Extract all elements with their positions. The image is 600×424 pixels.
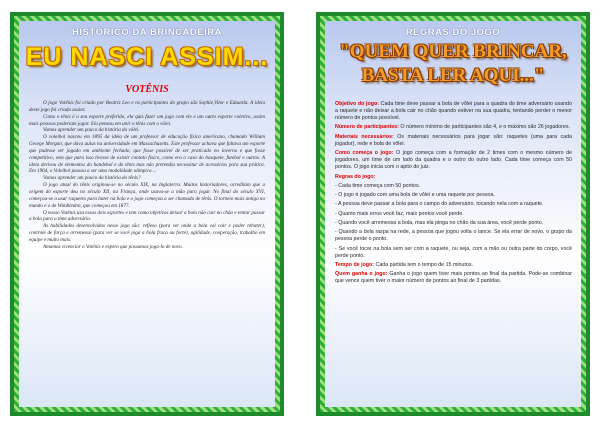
- rule-text: - Quando a bola raspa na rede, a pessoa que jogou volta o lance. Se ela errar de novo, o grupo da pessoa perde o ponto.: [335, 229, 572, 243]
- left-panel-content: [19, 21, 275, 407]
- rule-item: [335, 124, 572, 131]
- paragraph: Como o tênis é o seu esporte preferido, ela quis fazer um jogo com ele e um outro esporte coletivo, assim mais pessoas poderiam jogar. Ela pensou em unir o tênis com o vôlei.: [29, 113, 265, 127]
- rule-item: [335, 211, 572, 218]
- rule-label: Regras do jogo:: [335, 173, 376, 180]
- rule-label: Como começa o jogo:: [335, 150, 394, 157]
- rule-text: - O jogo é jogado com uma bola de vôlei e uma raquete por pessoa.: [335, 192, 495, 199]
- rule-item: [335, 174, 572, 181]
- right-title-line2: BASTA LER AQUI...": [361, 65, 545, 86]
- rule-label: Tempo de jogo:: [335, 262, 375, 269]
- rule-item: [335, 229, 572, 243]
- rule-text: - A pessoa deve passar a bola para o campo do adversário, tocando nela com a raquete.: [335, 201, 544, 208]
- left-title: EU NASCI ASSIM...: [25, 43, 269, 71]
- rule-label: Objetivo do jogo:: [335, 101, 379, 107]
- rule-item: [335, 246, 572, 260]
- rule-text: Ganha o jogo quem tiver mais pontos ao final da partida. Pode-se combinar que vence quem tiver o maior número de pontos ao final de 3 partidas.: [335, 271, 573, 285]
- paragraph: Amamos vivenciar o Votênis e espero que possamos jogá-lo de novo.: [43, 243, 184, 250]
- rule-item: [335, 271, 572, 285]
- right-panel-content: [325, 21, 581, 407]
- rule-item: [335, 101, 572, 122]
- rule-item: [335, 134, 572, 148]
- rule-item: [335, 220, 572, 227]
- history-text: [29, 100, 265, 251]
- right-header: REGRAS DO JOGO: [405, 27, 501, 38]
- rule-label: Número de participantes:: [335, 124, 399, 131]
- left-panel: [10, 12, 284, 416]
- rule-text: - Cada time começa com 50 pontos.: [335, 182, 421, 189]
- rule-text: - Quando você arremessa a bola, mas ela pinga no chão da sua área, você perde ponto.: [335, 220, 544, 226]
- right-title-line1: "QUEM QUER BRINCAR,: [339, 41, 567, 62]
- rule-text: Cada time deve passar a bola de vôlei para a quadra do time adversário usando a raquete e não deixar a bola cair no chão quando estiver na sua quadra, tentando perder o menor número de pontos possível.: [335, 101, 572, 122]
- paragraph: As habilidades desenvolvidas nesse jogo são: reflexo (para ver onde a bola vai cair e poder rebater), controle de força e arremesso (para ver se você joga a bola fraca ou forte), agilidade, cooperação, trabalho em equipe e muito mais.: [29, 223, 265, 243]
- paragraph: Vamos aprender um pouco da história do tênis?: [43, 175, 141, 182]
- rule-text: - Quanto mais erros você faz, mais pontos você perde.: [335, 210, 464, 217]
- rule-label: Materiais necessários:: [335, 133, 394, 140]
- right-panel: [316, 12, 590, 416]
- rule-item: [335, 183, 572, 190]
- rule-text: O número mínimo de participantes são 4, e o máximo são 26 jogadores.: [398, 124, 570, 131]
- left-header: HISTÓRICO DA BRINCADEIRA: [72, 27, 222, 38]
- paragraph: O voleibol nasceu em 1895 da ideia de um professor de educação física americano, chamado William George Morgan, que dava aulas na universidade em Massachusetts. Este professor achava que faltava um esporte que pudesse ser jogado em ambiente fechado, que fosse possível de ser praticado no inverno e que fosse competitivo, sem que para isso tivesse de existir contato físico, como era o caso do basquete, futebol e outros. A ideia derivou de elementos do handebol e do tênis mas não pretendia necessitar de acessórios para sua prática. Em 1964, o Voleibol passou a ser uma modalidade olímpica ...: [29, 134, 265, 175]
- paragraph: O jogo atual do tênis originou-se no século XIX, na Inglaterra. Muitos historiadores, acreditam que a origem do esporte deu no século XII, na França, onde usava-se a mão para jogar. No final do século XVI, começou-se a usar raquetes para bater na bola e o jogo começou a ser chamado de tênis. O torneio mais antigo no mundo é o de Wimbledon, que começou em 1877.: [29, 182, 265, 209]
- rule-text: Cada partida tem o tempo de 15 minutos.: [374, 262, 473, 269]
- rule-item: [335, 201, 572, 208]
- paragraph: O jogo Votênis foi criado por Beatriz Leo e os participantes do grupo são Sophie,Vitor e Eduarda. A ideia deste jogo foi criado assim:: [29, 100, 265, 113]
- rules-text: [335, 101, 572, 288]
- rule-item: [335, 150, 572, 171]
- section-title: VOTÊNIS: [125, 84, 169, 95]
- rule-text: Os materiais necessários para jogar são: raquetes (uma para cada jogador), rede e bola de vôlei.: [335, 133, 572, 147]
- paragraph: O nosso Votênis usa essas dois esportes e tem como objetivos deixar a bola não cair no chão e tentar passar a bola para o time adversário.: [29, 209, 265, 223]
- rule-text: - Se você tocar na bola sem ser com a raquete, ou seja, com a mão ou outra parte do corpo, você perde ponto.: [335, 245, 572, 259]
- rule-text: O jogo começa com a formação de 2 times com o mesmo número de jogadores, um time de um lado da quadra e o outro do outro lado. Cada time começa com 50 pontos. O jogo inicia com o apito do juiz.: [335, 150, 572, 171]
- rule-label: Quem ganha o jogo:: [335, 271, 388, 278]
- rule-item: [335, 192, 572, 199]
- paragraph: Vamos aprender um pouco da história do vôlei.: [43, 127, 140, 134]
- rule-item: [335, 262, 572, 269]
